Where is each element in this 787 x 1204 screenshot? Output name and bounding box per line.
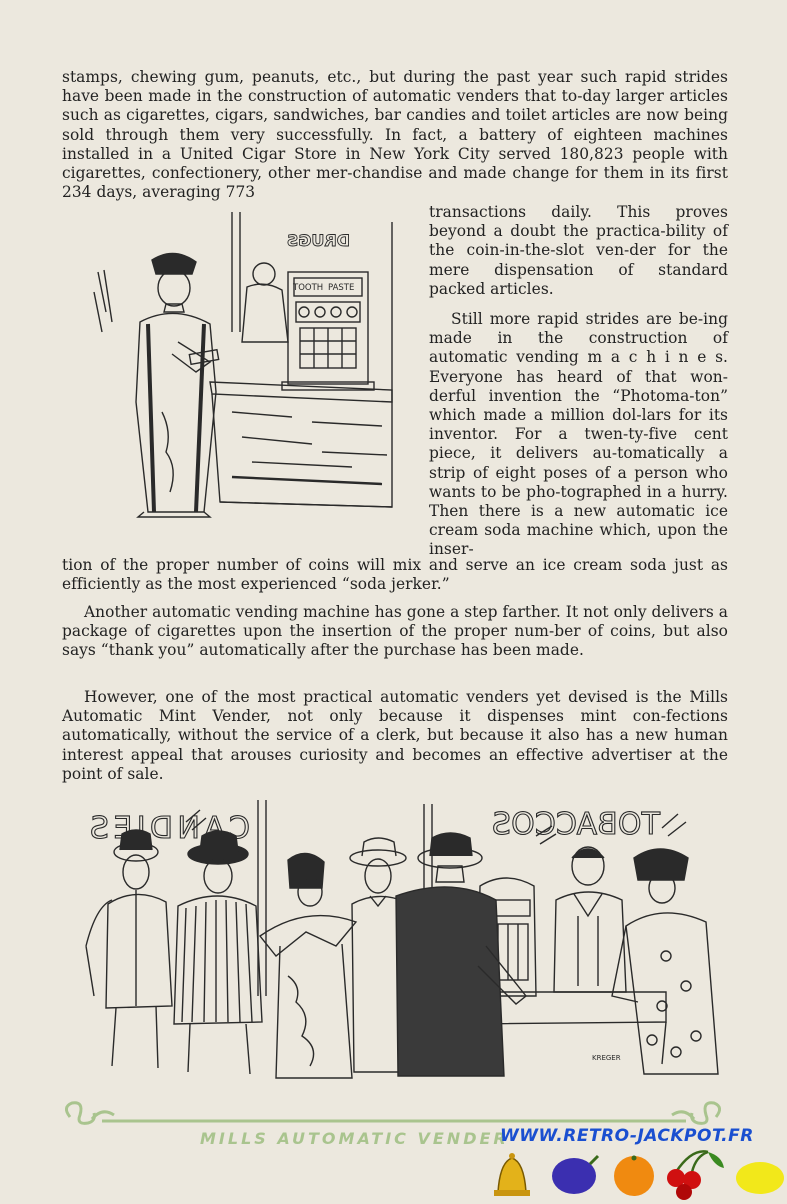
paragraph-4 [62, 688, 728, 784]
paragraph-1 [62, 68, 728, 202]
bell-icon [494, 1153, 530, 1196]
paragraph-2-full-text: tion of the proper number of coins will mix and serve an ice cream soda just as efficiently as the most experienced “soda jerker.” [62, 556, 728, 594]
store-crowd-illustration [66, 796, 730, 1086]
machine-label-tooth: TOOTH [293, 283, 324, 293]
orange-icon [614, 1156, 654, 1197]
artist-signature: KREGER [592, 1054, 621, 1062]
paragraph-1-wrap-text: transactions daily. This proves beyond a doubt the practica-bility of the coin-in-the-slot ven-der for the mere dispensation of standard packed articles. [429, 203, 728, 298]
drugstore-illustration [92, 212, 424, 527]
paragraph-2-wrap-text: Still more rapid strides are be-ing made in the construction of automatic vending m a c h i n e s. Everyone has heard of that won-derful invention the “Photoma-ton” which made a million dol-lars for its inventor. For a twen-ty-five cent piece, it delivers au-tomatically a strip of eight poses of a person who wants to be pho-tographed in a hurry. Then there is a new automatic ice cream soda machine which, upon the inser- [429, 310, 728, 559]
paragraph-1-text: stamps, chewing gum, peanuts, etc., but during the past year such rapid strides have been made in the construction of automatic venders that to-day larger articles such as cigarettes, cigars, sandwiches, bar candies and toilet articles are now being sold through them very successfully. In fact, a battery of eighteen machines installed in a United Cigar Store in New York City served 180,823 people with cigarettes, confectionery, other mer-chandise and made change for them in its first 234 days, averaging 773 [62, 68, 728, 202]
plum-icon [552, 1156, 598, 1194]
paragraph-2-continued [62, 556, 728, 594]
paragraph-1-wrap [429, 203, 728, 560]
drugs-sign-text: DRUGS [286, 231, 350, 250]
lemon-icon [736, 1162, 784, 1194]
paragraph-4-text: However, one of the most practical automatic venders yet devised is the Mills Automatic Mint Vender, not only because it dispenses mint con-fections automatically, without the service of a clerk, but because it also has a new human interest appeal that arouses curiosity and becomes an effective advertiser at the point of sale. [62, 688, 728, 783]
paragraph-3 [62, 603, 728, 661]
cherries-icon [667, 1151, 724, 1200]
tobaccos-sign-text: TOBACCOS [492, 807, 660, 842]
machine-label-paste: PASTE [328, 283, 355, 293]
candies-sign-text: CANDIES [90, 811, 250, 846]
paragraph-3-text: Another automatic vending machine has gone a step farther. It not only delivers a package of cigarettes upon the insertion of the proper num-ber of coins, but also says “thank you” automatically after the purchase has been made. [62, 603, 728, 660]
slot-symbols [486, 1148, 786, 1200]
footer-title: MILLS AUTOMATIC VENDER [200, 1129, 509, 1148]
site-watermark: WWW.RETRO-JACKPOT.FR [500, 1126, 754, 1146]
